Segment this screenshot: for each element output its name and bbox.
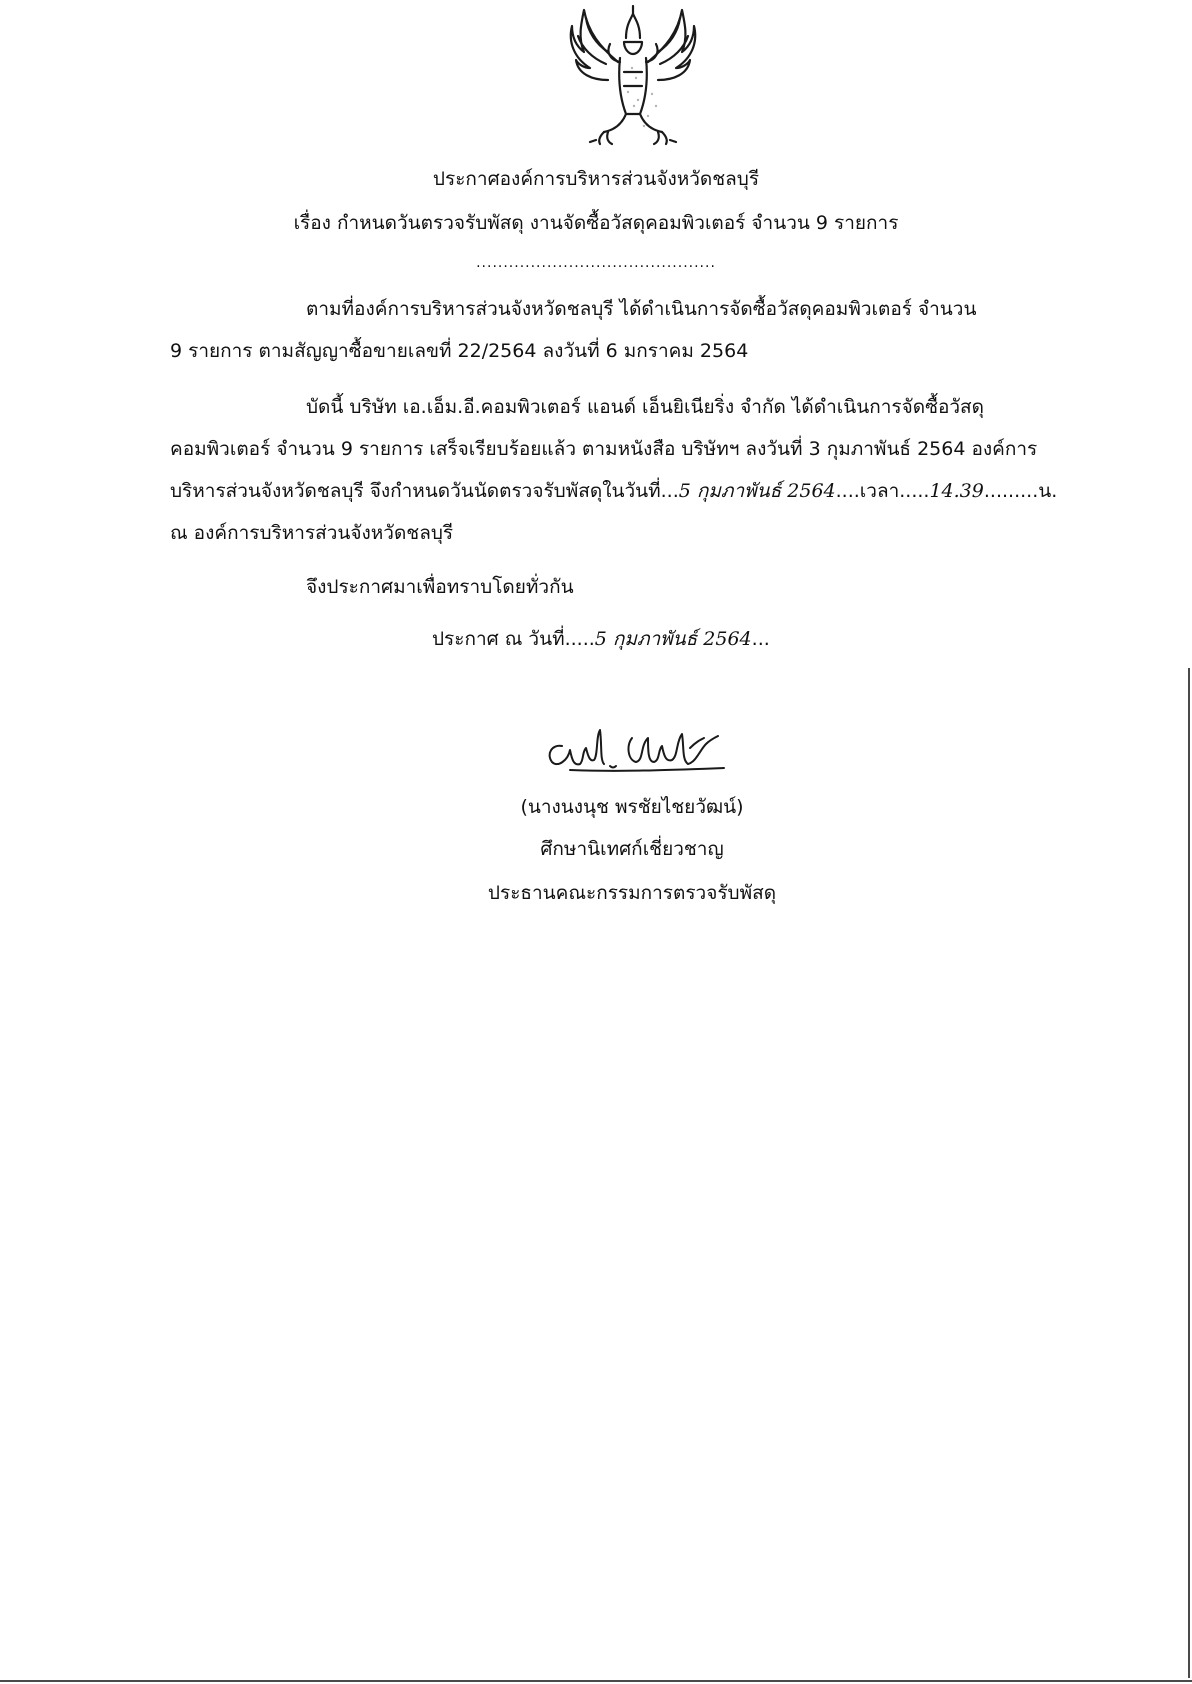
paragraph-2-line-2: คอมพิวเตอร์ จำนวน 9 รายการ เสร็จเรียบร้อยแล้ว ตามหนังสือ บริษัทฯ ลงวันที่ 3 กุมภาพันธ์ 2564 องค์การ — [170, 438, 1038, 460]
announcement-date-line — [432, 626, 770, 652]
inspection-date: 5 กุมภาพันธ์ 2564 — [678, 480, 836, 502]
announcement-date: 5 กุมภาพันธ์ 2564 — [594, 628, 752, 650]
announcement-date-prefix: ประกาศ ณ วันที่..... — [432, 628, 595, 650]
inspection-time-suffix: .........น. — [983, 480, 1058, 502]
paragraph-2-line-1: บัดนี้ บริษัท เอ.เอ็ม.อี.คอมพิวเตอร์ แอนด์ เอ็นยิเนียริ่ง จำกัด ได้ดำเนินการจัดซื้อวัสดุ — [306, 396, 984, 418]
signatory-role: ประธานคณะกรรมการตรวจรับพัสดุ — [487, 882, 777, 904]
handwritten-signature — [540, 716, 730, 776]
paragraph-1-line-2: 9 รายการ ตามสัญญาซื้อขายเลขที่ 22/2564 ลงวันที่ 6 มกราคม 2564 — [170, 340, 749, 362]
scan-edge-right — [1188, 668, 1190, 1678]
inspection-time-prefix: ....เวลา..... — [835, 480, 930, 502]
inspection-time: 14.39 — [929, 480, 984, 502]
announcement-subject: เรื่อง กำหนดวันตรวจรับพัสดุ งานจัดซื้อวัสดุคอมพิวเตอร์ จำนวน 9 รายการ — [293, 212, 899, 234]
title-separator: ............................................ — [476, 255, 716, 271]
paragraph-2-line-3 — [170, 478, 1057, 504]
paragraph-1-line-1: ตามที่องค์การบริหารส่วนจังหวัดชลบุรี ได้ดำเนินการจัดซื้อวัสดุคอมพิวเตอร์ จำนวน — [306, 298, 977, 320]
inspection-date-prefix: บริหารส่วนจังหวัดชลบุรี จึงกำหนดวันนัดตรวจรับพัสดุในวันที่... — [170, 480, 679, 502]
garuda-emblem-icon — [548, 2, 718, 152]
announcement-date-suffix: ... — [751, 628, 770, 650]
paragraph-2-line-4: ณ องค์การบริหารส่วนจังหวัดชลบุรี — [170, 522, 454, 544]
announcement-title: ประกาศองค์การบริหารส่วนจังหวัดชลบุรี — [432, 168, 760, 190]
signatory-name: (นางนงนุช พรชัยไชยวัฒน์) — [520, 796, 744, 818]
signatory-rank: ศึกษานิเทศก์เชี่ยวชาญ — [540, 838, 724, 860]
closing-statement: จึงประกาศมาเพื่อทราบโดยทั่วกัน — [306, 576, 574, 598]
scan-edge-bottom — [0, 1680, 1192, 1682]
